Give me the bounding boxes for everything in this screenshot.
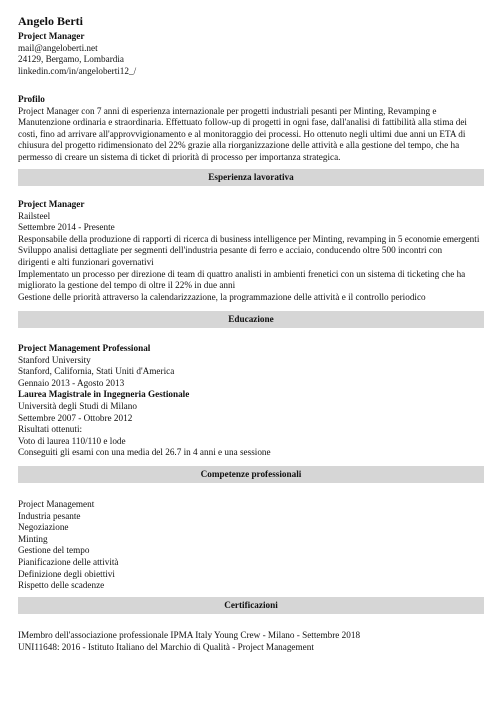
skill-item: Pianificazione delle attività — [18, 556, 119, 567]
profile-title: Profilo — [18, 94, 45, 104]
skills-section — [18, 499, 484, 592]
profile-line: Project Manager con 7 anni di esperienza internazionale per progetti industriali pesanti per Minting, Revamping e — [18, 105, 437, 116]
job-title: Project Manager — [18, 199, 85, 209]
degree-title: Laurea Magistrale in Ingegneria Gestionale — [18, 389, 190, 400]
job-dates: Settembre 2014 - Presente — [18, 222, 115, 233]
skill-item: Industria pesante — [18, 510, 81, 521]
education-dates: Gennaio 2013 - Agosto 2013 — [18, 377, 125, 388]
school-name: Università degli Studi di Milano — [18, 400, 137, 411]
skill-item: Rispetto delle scadenze — [18, 580, 105, 591]
education-extra-line: Conseguiti gli esami con una media del 26.7 in 4 anni e una sessione — [18, 447, 271, 458]
education-section — [18, 343, 484, 459]
education-section-header: Educazione — [18, 311, 484, 328]
profile-section — [18, 94, 484, 164]
profile-line: permesso di creare un sistema di ticket di priorità di processo per importanza strategica. — [18, 151, 341, 162]
degree-title: Project Management Professional — [18, 343, 151, 353]
profile-line: costi, fino ad arrivare all'approvvigionamento e al monitoraggio dei processi. Ho ottenuto negli ultimi due anni un ETA di — [18, 128, 466, 139]
contact-block — [18, 31, 484, 77]
skill-item: Project Management — [18, 499, 95, 509]
role-title: Project Manager — [18, 31, 85, 41]
email-text: mail@angeloberti.net — [18, 42, 98, 53]
job-detail-line: Sviluppo analisi dettagliate per segmenti dell'industria pesante di ferro e acciaio, conducendo oltre 500 incontri con — [18, 245, 443, 256]
school-name: Stanford University — [18, 354, 91, 365]
certifications-section — [18, 630, 484, 653]
location-text: 24129, Bergamo, Lombardia — [18, 54, 124, 65]
linkedin-text: linkedin.com/in/angeloberti12_/ — [18, 65, 137, 76]
job-detail-line: Gestione delle priorità attraverso la calendarizzazione, la programmazione delle attività e il controllo periodico — [18, 291, 426, 302]
education-extra-line: Voto di laurea 110/110 e lode — [18, 435, 126, 446]
job-detail-line: Responsabile della produzione di rapporti di ricerca di business intelligence per Minting, revamping in 5 economie emergenti — [18, 233, 480, 244]
school-place: Stanford, California, Stati Uniti d'America — [18, 366, 175, 377]
certification-item: UNI11648: 2016 - Istituto Italiano del Marchio di Qualità - Project Management — [18, 641, 314, 652]
experience-section-header: Esperienza lavorativa — [18, 169, 484, 186]
skill-item: Negoziazione — [18, 522, 69, 533]
job-detail-line: Implementato un processo per direzione di team di quattro analisti in ambienti frenetici con un sistema di ticketing che ha — [18, 268, 466, 279]
profile-line: chiusura del progetto ridimensionato del 22% grazie alla riorganizzazione delle attività e alla gestione del tempo, che ha — [18, 140, 460, 151]
skills-section-header: Competenze professionali — [18, 466, 484, 483]
skill-item: Minting — [18, 533, 48, 544]
certification-item: IMembro dell'associazione professionale IPMA Italy Young Crew - Milano - Settembre 2018 — [18, 630, 361, 640]
skill-item: Gestione del tempo — [18, 545, 90, 556]
profile-line: Manutenzione ordinaria e straordinaria. Effettuato follow-up di progetti in ogni fase, dall'analisi di fattibilità alla stima dei — [18, 117, 467, 128]
job-detail-line: dirigenti e alti funzionari governativi — [18, 256, 154, 267]
candidate-name: Angelo Berti — [18, 14, 83, 28]
company-name: Railsteel — [18, 210, 51, 221]
certifications-section-header: Certificazioni — [18, 597, 484, 614]
skill-item: Definizione degli obiettivi — [18, 568, 115, 579]
experience-section — [18, 199, 484, 303]
education-extra-line: Risultati ottenuti: — [18, 424, 83, 435]
education-dates: Settembre 2007 - Ottobre 2012 — [18, 412, 133, 423]
job-detail-line: migliorato la gestione del tempo di oltre il 22% in due anni — [18, 280, 236, 291]
